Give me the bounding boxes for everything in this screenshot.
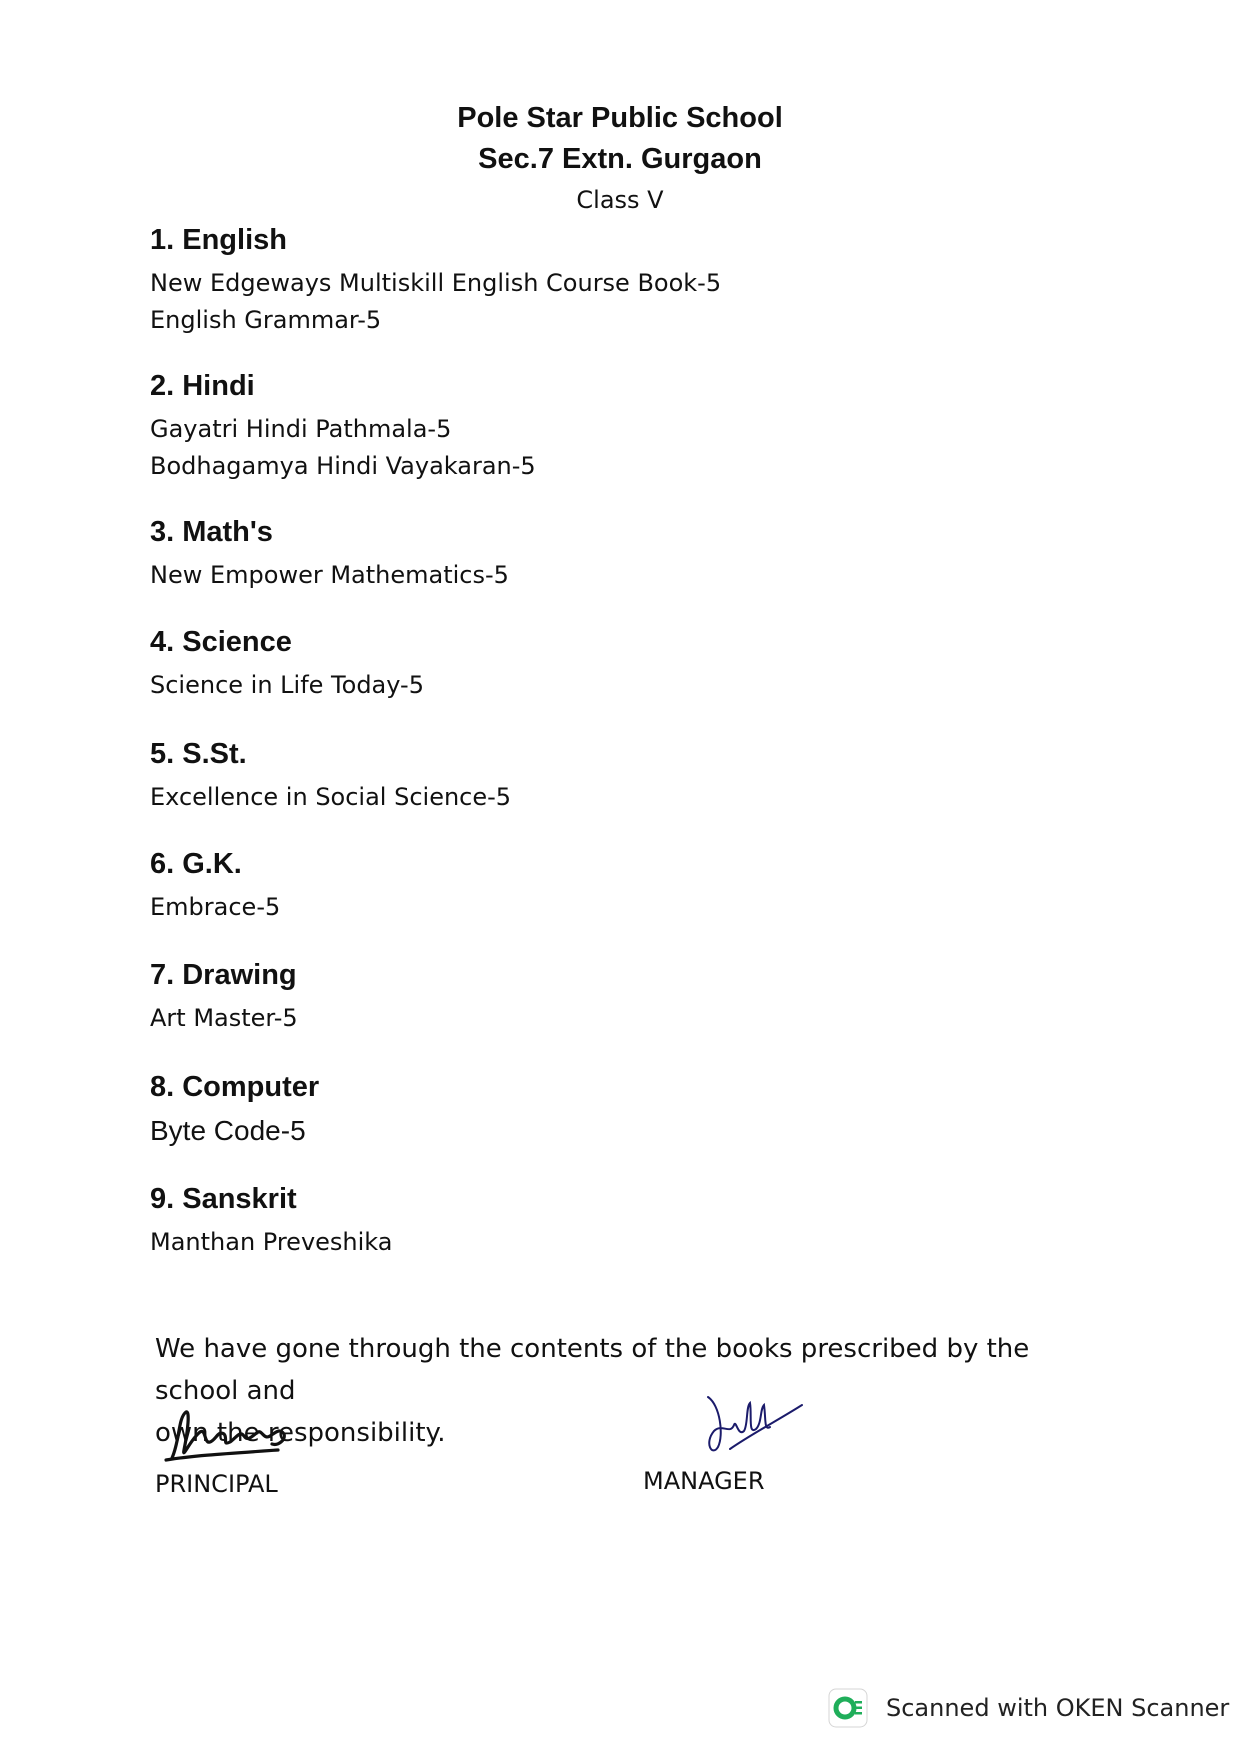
declaration-line: own the responsibility. [155, 1418, 446, 1448]
subject-title: 9. Sanskrit [150, 1183, 297, 1215]
subject-sst [150, 737, 511, 816]
book-item: Byte Code-5 [150, 1115, 306, 1146]
subject-title: 8. Computer [150, 1071, 320, 1103]
subject-drawing [150, 958, 298, 1037]
subject-title: 3. Math's [150, 516, 273, 548]
book-item: Gayatri Hindi Pathmala-5 [150, 415, 452, 443]
scanner-text: Scanned with OKEN Scanner [886, 1694, 1230, 1722]
subject-title: 2. Hindi [150, 370, 255, 402]
book-item: English Grammar-5 [150, 306, 382, 334]
manager-label: MANAGER [643, 1467, 765, 1495]
principal-signature [160, 1400, 310, 1470]
book-item: Manthan Preveshika [150, 1228, 393, 1256]
school-address: Sec.7 Extn. Gurgaon [478, 143, 762, 175]
subject-maths [150, 515, 509, 594]
declaration-line: We have gone through the contents of the books prescribed by the school and [155, 1334, 1030, 1406]
subject-sanskrit [150, 1182, 392, 1261]
oken-scanner-logo-icon [828, 1688, 868, 1728]
subject-title: 1. English [150, 224, 287, 256]
subject-science [150, 625, 424, 704]
class-label: Class V [576, 186, 664, 214]
subject-title: 6. G.K. [150, 848, 242, 880]
book-item: New Edgeways Multiskill English Course Book-5 [150, 269, 722, 297]
subject-title: 4. Science [150, 626, 292, 658]
subject-gk [150, 847, 280, 926]
subject-title: 7. Drawing [150, 959, 297, 991]
book-item: Bodhagamya Hindi Vayakaran-5 [150, 452, 536, 480]
school-name: Pole Star Public School [457, 102, 783, 134]
book-item: Embrace-5 [150, 893, 281, 921]
book-item: New Empower Mathematics-5 [150, 561, 509, 589]
manager-signature [690, 1385, 810, 1475]
principal-label: PRINCIPAL [155, 1470, 278, 1498]
book-item: Art Master-5 [150, 1004, 298, 1032]
subject-english [150, 223, 721, 339]
book-item: Science in Life Today-5 [150, 671, 424, 699]
subject-computer [150, 1070, 319, 1149]
book-item: Excellence in Social Science-5 [150, 783, 512, 811]
scanner-watermark [828, 1688, 1229, 1728]
subject-title: 5. S.St. [150, 738, 247, 770]
subject-hindi [150, 369, 536, 485]
